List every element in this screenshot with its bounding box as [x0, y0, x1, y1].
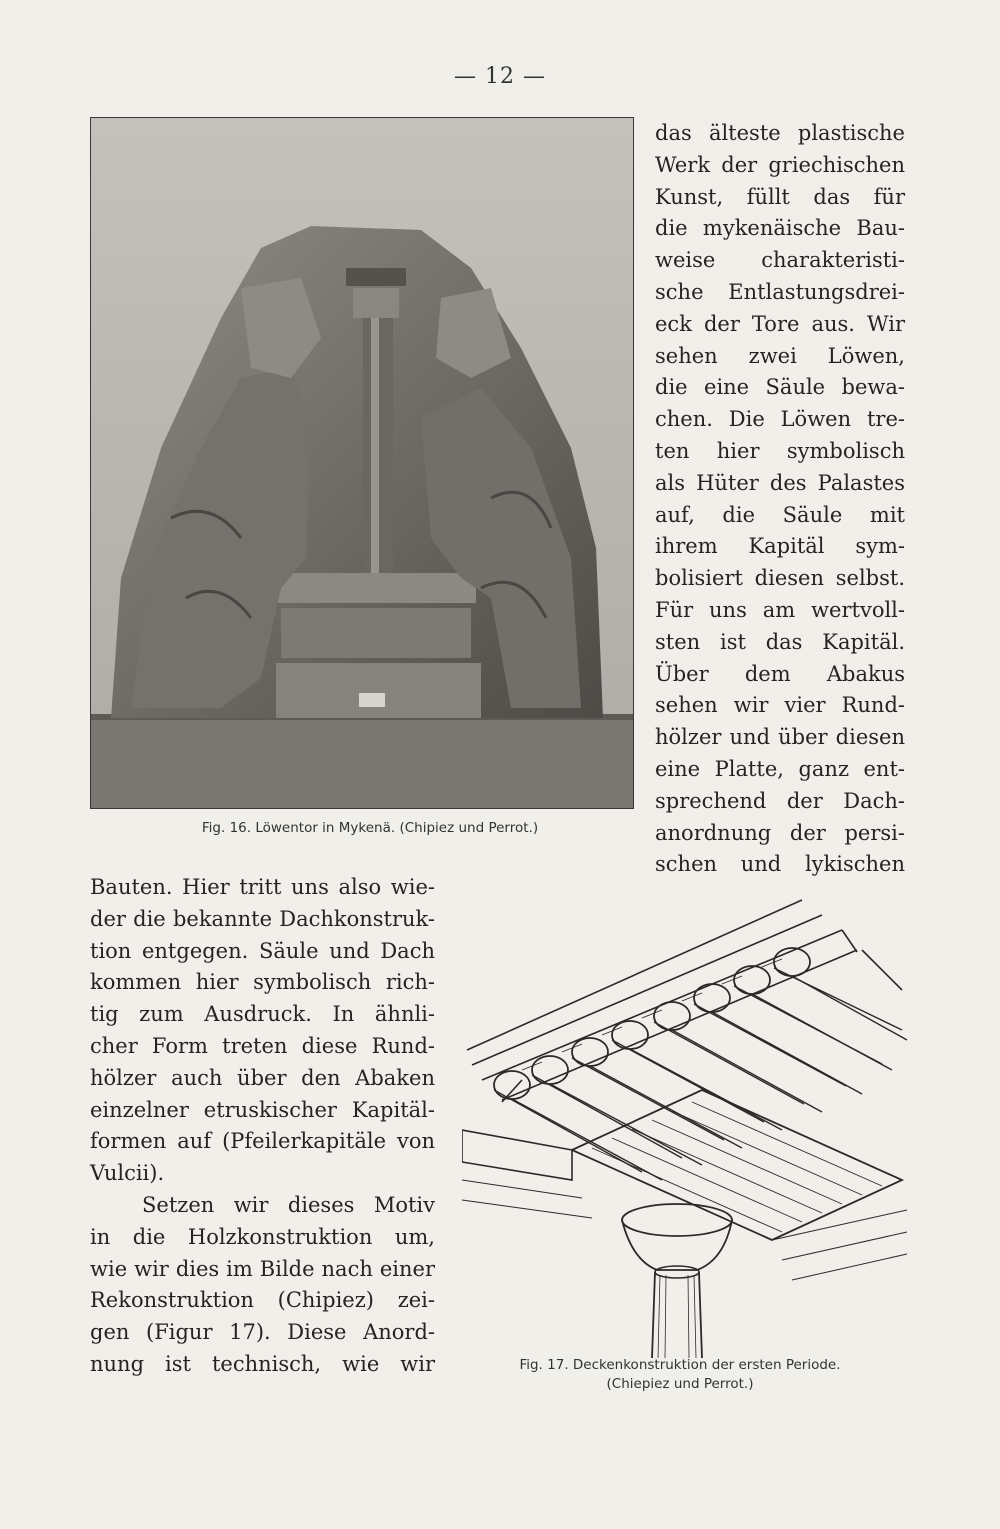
text-line: hölzer auch über den Abaken — [90, 1065, 435, 1090]
text-line: wie wir dies im Bilde nach einer — [90, 1256, 435, 1281]
left-text-column — [90, 872, 435, 1381]
figure-16-caption: Fig. 16. Löwentor in Mykenä. (Chipiez und Perrot.) — [201, 820, 539, 836]
ceiling-construction-drawing — [462, 880, 912, 1360]
text-line: auf, die Säule mit — [655, 502, 905, 527]
page-number: — 12 — — [454, 64, 546, 89]
lion-gate-photo — [90, 117, 634, 809]
text-line: sehen wir vier Rund- — [655, 693, 905, 718]
figure-17-caption — [480, 1356, 880, 1394]
text-line: Über dem Abakus — [655, 661, 905, 686]
text-line: eck der Tore aus. Wir — [655, 311, 905, 336]
text-line: Vulcii). — [90, 1161, 165, 1186]
text-line: Kunst, füllt das für — [655, 184, 905, 209]
text-line: in die Holzkonstruktion um, — [90, 1224, 435, 1249]
figure-17-caption-line1: Fig. 17. Deckenkonstruktion der ersten Periode. — [519, 1357, 841, 1373]
text-line: schen und lykischen — [655, 852, 905, 877]
figure-17-caption-line2: (Chiepiez und Perrot.) — [606, 1376, 754, 1392]
text-line: eine Platte, ganz ent- — [655, 756, 905, 781]
text-line: weise charakteristi- — [655, 248, 905, 273]
text-line: tig zum Ausdruck. In ähnli- — [90, 1002, 435, 1027]
text-line: die eine Säule bewa- — [655, 375, 905, 400]
text-line: sehen zwei Löwen, — [655, 343, 905, 368]
text-line: cher Form treten diese Rund- — [90, 1033, 435, 1058]
text-line: kommen hier symbolisch rich- — [90, 970, 435, 995]
text-line: sprechend der Dach- — [655, 788, 905, 813]
text-line: sten ist das Kapitäl. — [655, 629, 905, 654]
text-line: tion entgegen. Säule und Dach — [90, 938, 435, 963]
text-line: nung ist technisch, wie wir — [90, 1351, 435, 1376]
text-line: Rekonstruktion (Chipiez) zei- — [90, 1288, 435, 1313]
text-line: Setzen wir dieses Motiv — [142, 1192, 435, 1217]
text-line: einzelner etruskischer Kapitäl- — [90, 1097, 435, 1122]
text-line: Werk der griechischen — [655, 152, 905, 177]
text-line: als Hüter des Palastes — [655, 470, 905, 495]
text-line: ten hier symbolisch — [655, 438, 905, 463]
text-line: die mykenäische Bau- — [655, 216, 905, 241]
text-line: anordnung der persi- — [655, 820, 905, 845]
text-line: hölzer und über diesen — [655, 725, 905, 750]
text-line: Für uns am wertvoll- — [655, 597, 905, 622]
text-line: formen auf (Pfeilerkapitäle von — [90, 1129, 435, 1154]
text-line: gen (Figur 17). Diese Anord- — [90, 1320, 435, 1345]
text-line: das älteste plastische — [655, 121, 905, 145]
text-line: chen. Die Löwen tre- — [655, 407, 905, 432]
text-line: ihrem Kapitäl sym- — [655, 534, 905, 559]
text-line: sche Entlastungsdrei- — [655, 279, 905, 304]
text-line: Bauten. Hier tritt uns also wie- — [90, 875, 435, 899]
text-line: der die bekannte Dachkonstruk- — [90, 906, 435, 931]
right-text-column — [655, 118, 905, 881]
text-line: bolisiert diesen selbst. — [655, 566, 905, 591]
